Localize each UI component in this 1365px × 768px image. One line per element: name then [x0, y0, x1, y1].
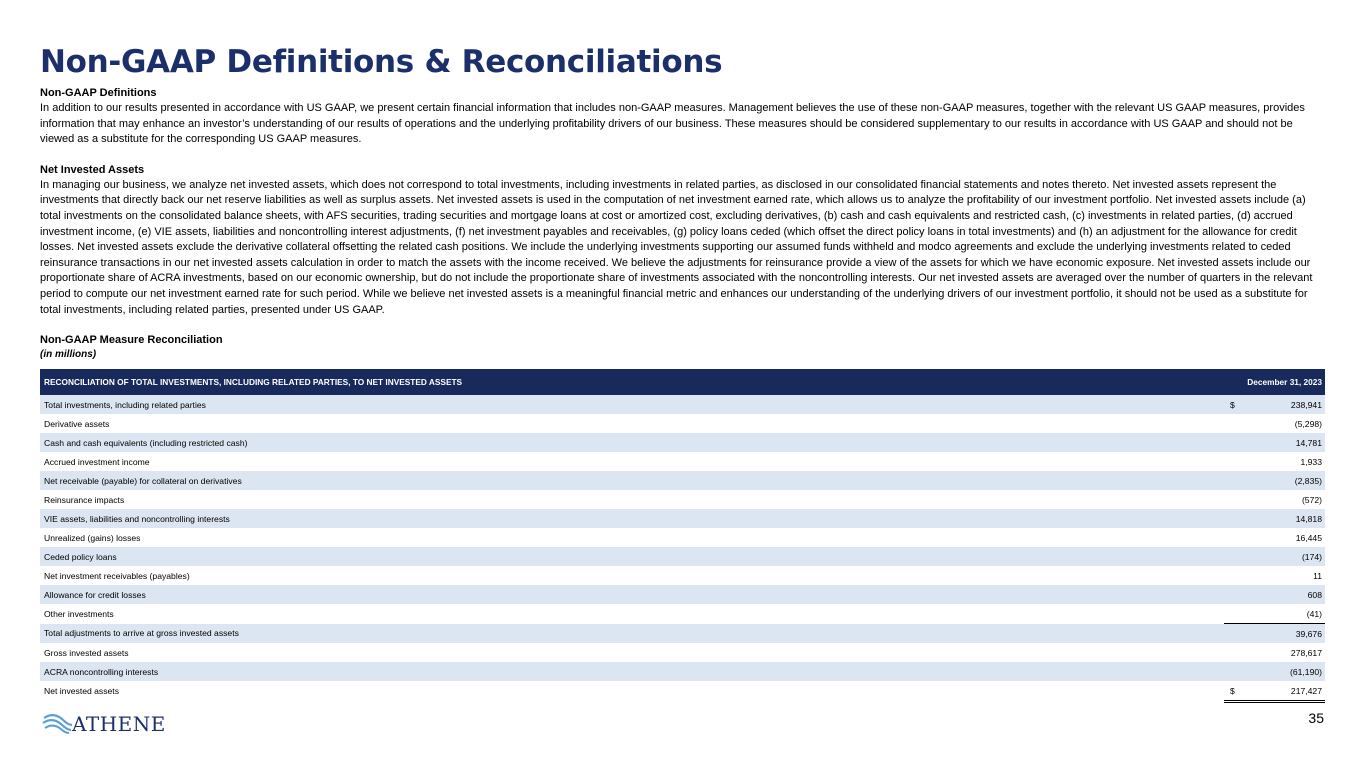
row-value: (61,190) [1248, 662, 1325, 681]
row-currency [1224, 490, 1248, 509]
row-label: Net investment receivables (payables) [44, 570, 190, 581]
row-currency [1224, 414, 1248, 433]
table-row [40, 490, 1325, 509]
row-currency: $ [1224, 681, 1248, 702]
row-currency: $ [1224, 395, 1248, 414]
table-row [40, 471, 1325, 490]
row-label: Cash and cash equivalents (including restricted cash) [40, 433, 1224, 452]
row-label: Net invested assets [44, 686, 119, 697]
row-value: (174) [1248, 547, 1325, 566]
row-currency [1224, 643, 1248, 662]
row-value: 608 [1248, 585, 1325, 604]
page-number: 35 [1308, 710, 1324, 726]
row-value: (41) [1306, 608, 1322, 619]
row-value: 14,781 [1248, 433, 1325, 452]
row-label: Ceded policy loans [40, 547, 1224, 566]
definitions-paragraph: In addition to our results presented in accordance with US GAAP, we present certain financial information that includes non-GAAP measures. Management believes the use of these non-GAAP measures, together with the relevant US GAAP measures, provides information that may enhance an investor’s understanding of our results of operations and the underlying profitability drivers of our business. These measures should be considered supplementary to our results in accordance with US GAAP and should not be viewed as a substitute for the corresponding US GAAP measures. [40, 102, 1305, 146]
row-currency [1224, 528, 1248, 547]
row-label: Gross invested assets [44, 647, 129, 658]
row-currency [1224, 433, 1248, 452]
table-row [40, 681, 1325, 702]
row-label: Total investments, including related parties [40, 395, 1224, 414]
table-header-title: RECONCILIATION OF TOTAL INVESTMENTS, INCLUDING RELATED PARTIES, TO NET INVESTED ASSETS [40, 369, 1224, 395]
table-row [40, 509, 1325, 528]
row-value: 39,676 [1248, 624, 1325, 644]
row-value: 278,617 [1290, 647, 1322, 658]
table-row [40, 395, 1325, 414]
row-value: 11 [1313, 570, 1322, 581]
row-label: Other investments [44, 608, 114, 619]
row-value: 217,427 [1248, 681, 1325, 702]
table-row [40, 433, 1325, 452]
table-row [40, 452, 1325, 471]
row-value: (2,835) [1248, 471, 1325, 490]
row-currency [1224, 662, 1248, 681]
row-currency [1224, 509, 1248, 528]
logo-wordmark: ATHENE [72, 712, 166, 736]
athene-logo [42, 712, 166, 736]
net-invested-assets-paragraph: In managing our business, we analyze net invested assets, which does not correspond to total investments, including investments in related parties, as disclosed in our consolidated financial statements and notes thereto. Net invested assets represent the investments that directly back our net reserve liabilities as well as surplus assets. Net invested assets is used in the computation of net investment earned rate, which allows us to analyze the profitability of our investment portfolio. Net invested assets include (a) total investments on the consolidated balance sheets, with AFS securities, trading securities and mortgage loans at cost or amortized cost, excluding derivatives, (b) cash and cash equivalents and restricted cash, (c) investments in related parties, (d) accrued investment income, (e) VIE assets, liabilities and noncontrolling interest adjustments, (f) net investment payables and receivables, (g) policy loans ceded (which offset the direct policy loans in total investments) and (h) an adjustment for the allowance for credit losses. Net invested assets exclude the derivative collateral offsetting the related cash positions. We include the underlying investments supporting our assumed funds withheld and modco agreements and exclude the underlying investments related to ceded reinsurance transactions in our net invested assets calculation in order to match the assets with the income received. We believe the adjustments for reinsurance provide a view of the assets for which we have economic exposure. Net invested assets include our proportionate share of ACRA investments, based on our economic ownership, but do not include the proportionate share of investments associated with the noncontrolling interests. Our net invested assets are averaged over the number of quarters in the relevant period to compute our net investment earned rate for such period. While we believe net invested assets is a meaningful financial metric and enhances our understanding of the underlying drivers of our investment portfolio, it should not be used as a substitute for total investments, including related parties, presented under US GAAP. [40, 178, 1313, 316]
units-note: (in millions) [40, 349, 97, 361]
row-label: Derivative assets [44, 418, 110, 429]
reconciliation-heading: Non-GAAP Measure Reconciliation [40, 334, 223, 347]
row-currency [1224, 547, 1248, 566]
table-row [40, 566, 1325, 585]
page-title: Non-GAAP Definitions & Reconciliations [40, 44, 723, 80]
row-label: Accrued investment income [44, 456, 150, 467]
row-value: 1,933 [1300, 456, 1322, 467]
body-text [40, 86, 1320, 361]
row-value: 14,818 [1248, 509, 1325, 528]
definitions-heading: Non-GAAP Definitions [40, 87, 157, 99]
table-body [40, 395, 1325, 702]
table-row [40, 662, 1325, 681]
reconciliation-table [40, 369, 1325, 703]
table-row [40, 528, 1325, 547]
row-value: 16,445 [1295, 532, 1322, 543]
table-row [40, 604, 1325, 624]
athene-waves-icon [42, 713, 74, 735]
row-label: Allowance for credit losses [40, 585, 1224, 604]
table-row [40, 414, 1325, 433]
table-header-row [40, 369, 1325, 395]
row-value: 238,941 [1248, 395, 1325, 414]
row-label: Total adjustments to arrive at gross invested assets [40, 624, 1224, 644]
row-label: VIE assets, liabilities and noncontrolling interests [40, 509, 1224, 528]
row-label: Unrealized (gains) losses [44, 532, 141, 543]
table-row [40, 585, 1325, 604]
row-currency [1224, 566, 1248, 585]
row-value: (5,298) [1294, 418, 1322, 429]
row-label: ACRA noncontrolling interests [40, 662, 1224, 681]
row-currency [1224, 604, 1248, 624]
net-invested-assets-heading: Net Invested Assets [40, 163, 145, 176]
row-currency [1224, 452, 1248, 471]
table-header-date: December 31, 2023 [1224, 369, 1325, 395]
row-currency [1224, 585, 1248, 604]
row-currency [1224, 471, 1248, 490]
table-row [40, 624, 1325, 644]
row-currency [1224, 624, 1248, 644]
table-row [40, 643, 1325, 662]
table-row [40, 547, 1325, 566]
row-value: (572) [1301, 494, 1322, 505]
row-label: Reinsurance impacts [44, 494, 125, 505]
row-label: Net receivable (payable) for collateral on derivatives [40, 471, 1224, 490]
